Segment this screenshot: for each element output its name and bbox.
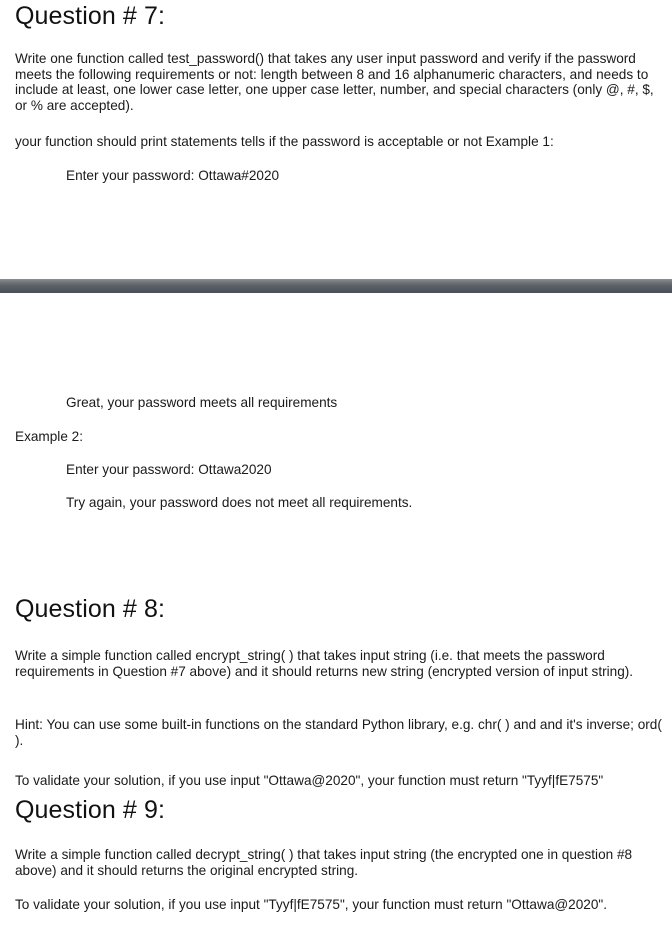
question-7-title: Question # 7: xyxy=(15,2,166,30)
question-7-body: Write one function called test_password() that takes any user input password and verify if the password meets the following requirements or not: length between 8 and 16 alphanumeric characters, and needs to include at least, one lower case letter, one upper case letter, number, and special characters (only @, #, $, or % are accepted). xyxy=(15,51,654,113)
question-8-title: Question # 8: xyxy=(15,595,166,623)
question-9-title: Question # 9: xyxy=(15,796,166,824)
question-9-validate: To validate your solution, if you use input "Tyyf|fE7575", your function must return "Ottawa@2020". xyxy=(15,897,608,912)
question-8-body: Write a simple function called encrypt_string( ) that takes input string (i.e. that meets the password requirements in Question #7 above) and it should returns new string (encrypted version of input string). xyxy=(15,648,634,679)
question-9-body: Write a simple function called decrypt_string( ) that takes input string (the encrypted one in question #8 above) and it should returns the original encrypted string. xyxy=(15,847,633,878)
example-1-output: Great, your password meets all requirements xyxy=(66,395,338,410)
example-2-input: Enter your password: Ottawa2020 xyxy=(66,462,272,477)
example-2-output: Try again, your password does not meet all requirements. xyxy=(66,495,413,510)
page-divider xyxy=(0,279,672,293)
question-8-hint: Hint: You can use some built-in functions on the standard Python library, e.g. chr( ) and and it's inverse; ord( ). xyxy=(15,717,662,748)
question-8-validate: To validate your solution, if you use input "Ottawa@2020", your function must return "Tyyf|fE7575" xyxy=(15,773,604,788)
question-7-instruction: your function should print statements tells if the password is acceptable or not Example 1: xyxy=(15,134,554,149)
example-1-input: Enter your password: Ottawa#2020 xyxy=(66,168,280,183)
example-2-label: Example 2: xyxy=(15,429,84,444)
